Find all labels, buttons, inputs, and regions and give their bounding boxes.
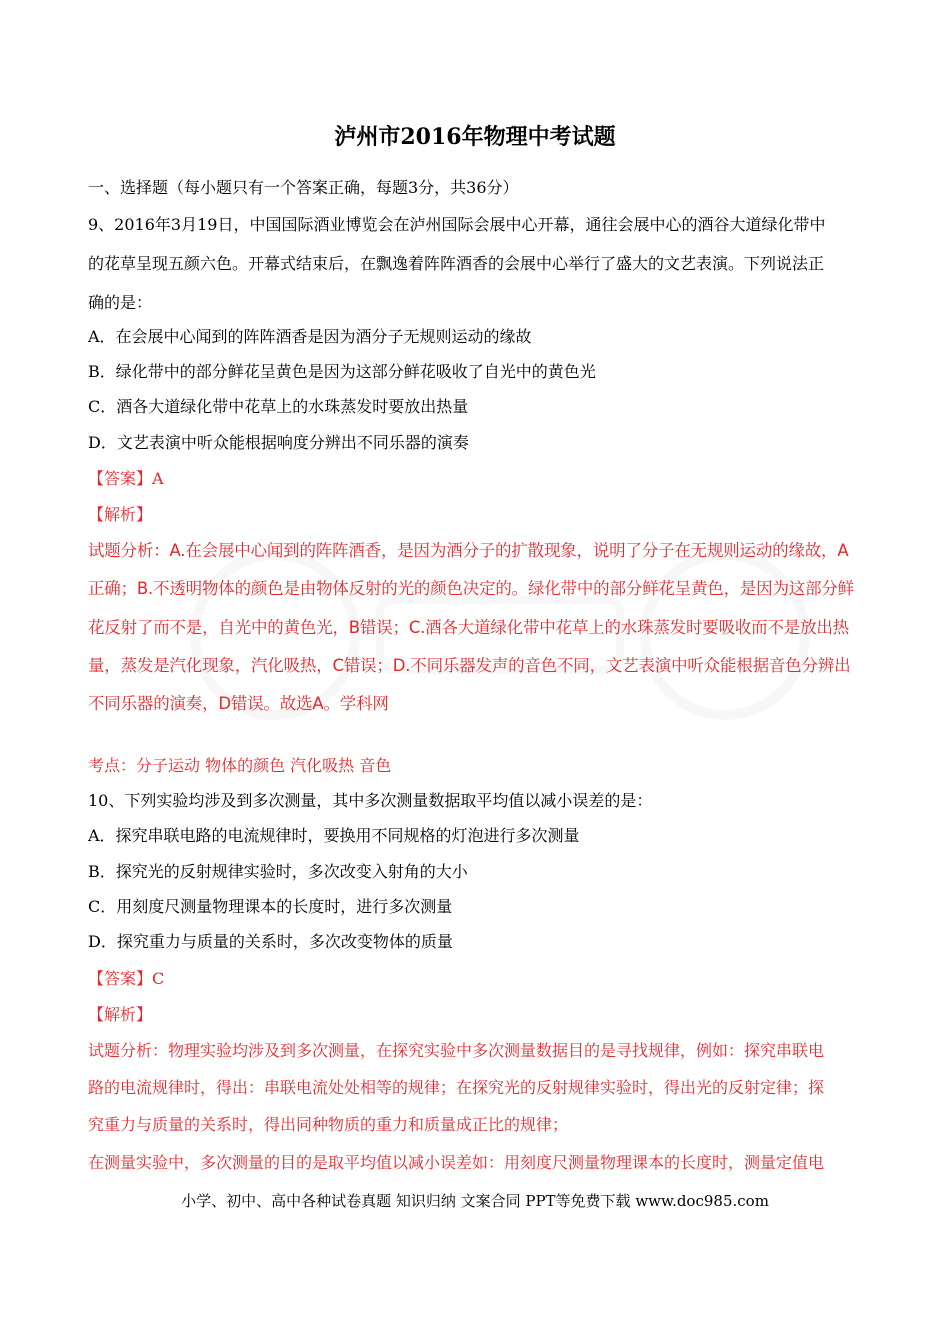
q9-analysis-label: 【解析】 [88,505,153,524]
q9-analysis-line-2: 正确；B.不透明物体的颜色是由物体反射的光的颜色决定的。绿化带中的部分鲜花呈黄色，是因为这部分鲜 [88,579,854,598]
page-title: 泸州市2016年物理中考试题 [334,124,616,150]
q10-option-d: D．探究重力与质量的关系时，多次改变物体的质量 [88,932,453,951]
q10-option-c: C．用刻度尺测量物理课本的长度时，进行多次测量 [88,897,453,916]
q9-stem-line-1: 9、2016年3月19日，中国国际酒业博览会在泸州国际会展中心开幕，通往会展中心的酒谷大道绿化带中 [88,215,826,234]
q10-answer: 【答案】C [88,969,165,988]
q9-answer: 【答案】A [88,469,164,488]
q10-analysis-line-2: 路的电流规律时，得出：串联电流处处相等的规律；在探究光的反射规律实验时，得出光的反射定律；探 [88,1078,825,1097]
q10-stem: 10、下列实验均涉及到多次测量，其中多次测量数据取平均值以减小误差的是： [88,791,653,810]
q9-analysis-line-3: 花反射了而不是，自光中的黄色光，B错误；C.酒各大道绿化带中花草上的水珠蒸发时要吸收而不是放出热 [88,618,849,637]
q10-option-b: B．探究光的反射规律实验时，多次改变入射角的大小 [88,862,468,881]
q9-option-d: D．文艺表演中听众能根据响度分辨出不同乐器的演奏 [88,433,469,452]
section-heading: 一、选择题（每小题只有一个答案正确，每题3分，共36分） [88,178,519,197]
q9-kaodian: 考点：分子运动 物体的颜色 汽化吸热 音色 [88,756,392,775]
q10-analysis-line-4: 在测量实验中，多次测量的目的是取平均值以减小误差如：用刻度尺测量物理课本的长度时，测量定值电 [88,1153,825,1172]
q9-stem-line-2: 的花草呈现五颜六色。开幕式结束后，在飘逸着阵阵酒香的会展中心举行了盛大的文艺表演。下列说法正 [88,254,825,273]
q9-stem-line-3: 确的是： [88,293,153,312]
q9-analysis-line-1: 试题分析：A.在会展中心闻到的阵阵酒香，是因为酒分子的扩散现象，说明了分子在无规则运动的缘故，A [88,541,849,560]
q10-analysis-line-1: 试题分析：物理实验均涉及到多次测量，在探究实验中多次测量数据目的是寻找规律，例如：探究串联电 [88,1041,825,1060]
q9-option-a: A．在会展中心闻到的阵阵酒香是因为酒分子无规则运动的缘故 [88,327,532,346]
page-footer: 小学、初中、高中各种试卷真题 知识归纳 文案合同 PPT等免费下载 www.doc985.com [181,1192,769,1210]
q10-analysis-line-3: 究重力与质量的关系时，得出同种物质的重力和质量成正比的规律； [88,1115,569,1134]
q10-option-a: A．探究串联电路的电流规律时，要换用不同规格的灯泡进行多次测量 [88,826,580,845]
q10-analysis-label: 【解析】 [88,1005,153,1024]
q9-analysis-line-4: 量，蒸发是汽化现象，汽化吸热，C错误；D.不同乐器发声的音色不同，文艺表演中听众能根据音色分辨出 [88,656,851,675]
q9-analysis-line-5: 不同乐器的演奏，D错误。故选A。学科网 [88,694,389,713]
q9-option-c: C．酒各大道绿化带中花草上的水珠蒸发时要放出热量 [88,397,469,416]
q9-option-b: B．绿化带中的部分鲜花呈黄色是因为这部分鲜花吸收了自光中的黄色光 [88,362,596,381]
